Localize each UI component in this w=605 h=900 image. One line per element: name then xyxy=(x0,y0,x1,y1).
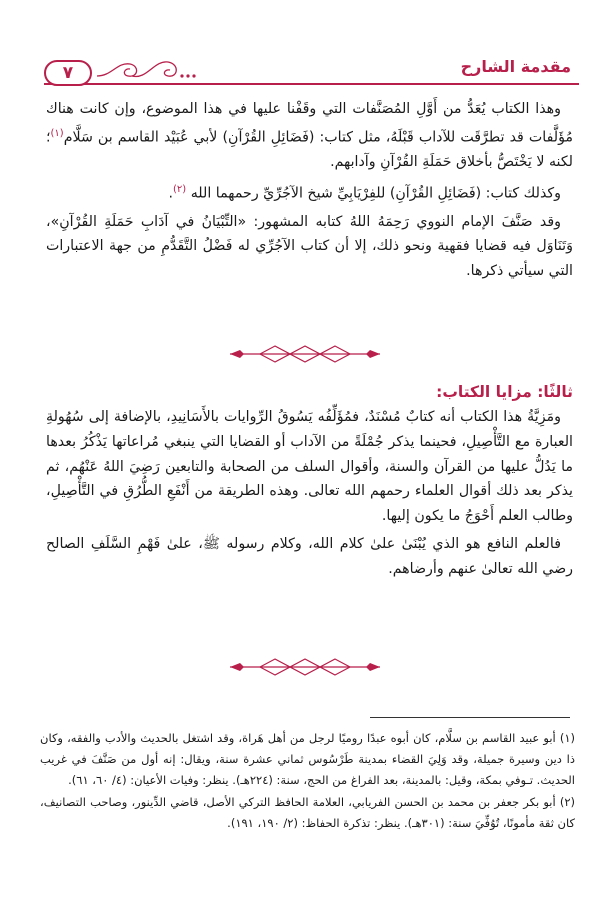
paragraph: فالعلم النافع هو الذي يُبْنَىٰ علىٰ كلام الله، وكلام رسوله ﷺ، علىٰ فَهْمِ السَّلَفِ الصالح رضي الله تعالىٰ عنهم وأرضاهم. xyxy=(46,535,573,577)
paragraph: وكذلك كتاب: (فَضَائِلِ القُرْآنِ) للفِرْيَابِيِّ شيخ الآجُرِّيِّ رحمهما الله $^{(٢)}$. xyxy=(168,184,561,202)
page-number: ٧ xyxy=(62,63,74,83)
paragraph: ومَزِيَّةُ هذا الكتاب أنه كتابٌ مُسْنَدٌ، فمُؤَلِّفُه يَسُوقُ الرِّوايات بالأَسَانِيدِ، بالإضافة إلى سُهُولةِ العبارة مع التَّأْصِيلِ، فحينما يذكر جُمْلَةً من الآداب أو القضايا التي ينبغي مُراعاتها يَذْكُرُ بعدها ما يَدُلُّ عليها من القرآن والسنة، وأقوال السلف من الصحابة والتابعين رَضِيَ اللهُ عَنْهُم، ثم يذكر بعد ذلك أقوال العلماء رحمهم الله تعالى. وهذه الطريقة من أَنْفَعِ الطُّرُقِ في التَّأْصِيلِ، وطالب العلم أَحْوَجُ ما يكون إليها. xyxy=(46,409,573,525)
paragraph: وقد صَنَّفَ الإمام النووي رَحِمَهُ اللهُ كتابه المشهور: «التِّبْيَانُ في آدَابِ حَمَلَةِ القُرْآنِ»، وَتَنَاوَل فيه قضايا فقهية ونحو ذلك، إلا أن كتاب الآجُرِّي له فَضْلُ التَّقَدُّمِ من جهة الاعتبارات التي سيأتي ذكرها. xyxy=(46,213,573,280)
section-heading: ثالثًا: مزايا الكتاب: xyxy=(436,383,573,401)
footnote: (١) أبو عبيد القاسم بن سلَّام، كان أبوه عبدًا روميًا لرجل من أهل هَراة، وقد اشتغل بالحديث والأدب والفقه، وكان ذا دين وسيرة جميلة، وقد وَلِيَ القضاء بمدينة طَرْسُوس ثماني عشرة سنة، ويقال: إنه أول من صَنَّفَ في غريب الحديث. تـوفي بمكة، وقيل: بالمدينة، بعد الفراغ من الحج، سنة: (٢٢٤هـ). ينظر: وفيات الأعيان: (٤/ ٦٠، ٦١). xyxy=(40,731,575,787)
section-text xyxy=(46,405,573,585)
running-title: مقدمة الشارح xyxy=(460,57,571,76)
page-header xyxy=(44,54,579,88)
footnote: (٢) أبو بكر جعفر بن محمد بن الحسن الفريابي، العلامة الحافظ التركي الأصل، قاضي الدِّينور، وصاحب التصانيف، كان ثقة مأمونًا، تُوُفِّيَ سنة: (٣٠١هـ). ينظر: تذكرة الحفاظ: (٢/ ١٩٠، ١٩١). xyxy=(40,795,575,830)
footnote-ref[interactable]: (١) xyxy=(50,127,64,139)
footnote-separator xyxy=(370,717,570,718)
paragraph: وهذا الكتاب يُعَدُّ من أَوَّلِ المُصَنَّفات التي وقَفْنا عليها في هذا الموضوع، وإن كانت هناك مُؤَلَّفات قد تطرَّقَت للآداب قَبْلَهُ، مثل كتاب: (فَضَائِلِ القُرْآنِ) لأبي عُبَيْد القاسم بن سَلَّام$^{(١)}$؛ لكنه لا يَخْتَصُّ بأخلاق حَمَلَةِ القُرْآنِ وآدابهم. xyxy=(46,101,573,171)
page-number-badge xyxy=(44,60,92,86)
footnotes xyxy=(40,728,575,835)
header-floral-ornament-icon xyxy=(92,54,202,84)
divider-ornament-icon xyxy=(230,342,380,366)
intro-text xyxy=(46,97,573,287)
divider-ornament-icon xyxy=(230,655,380,679)
footnote-ref[interactable]: (٢) xyxy=(173,184,187,196)
